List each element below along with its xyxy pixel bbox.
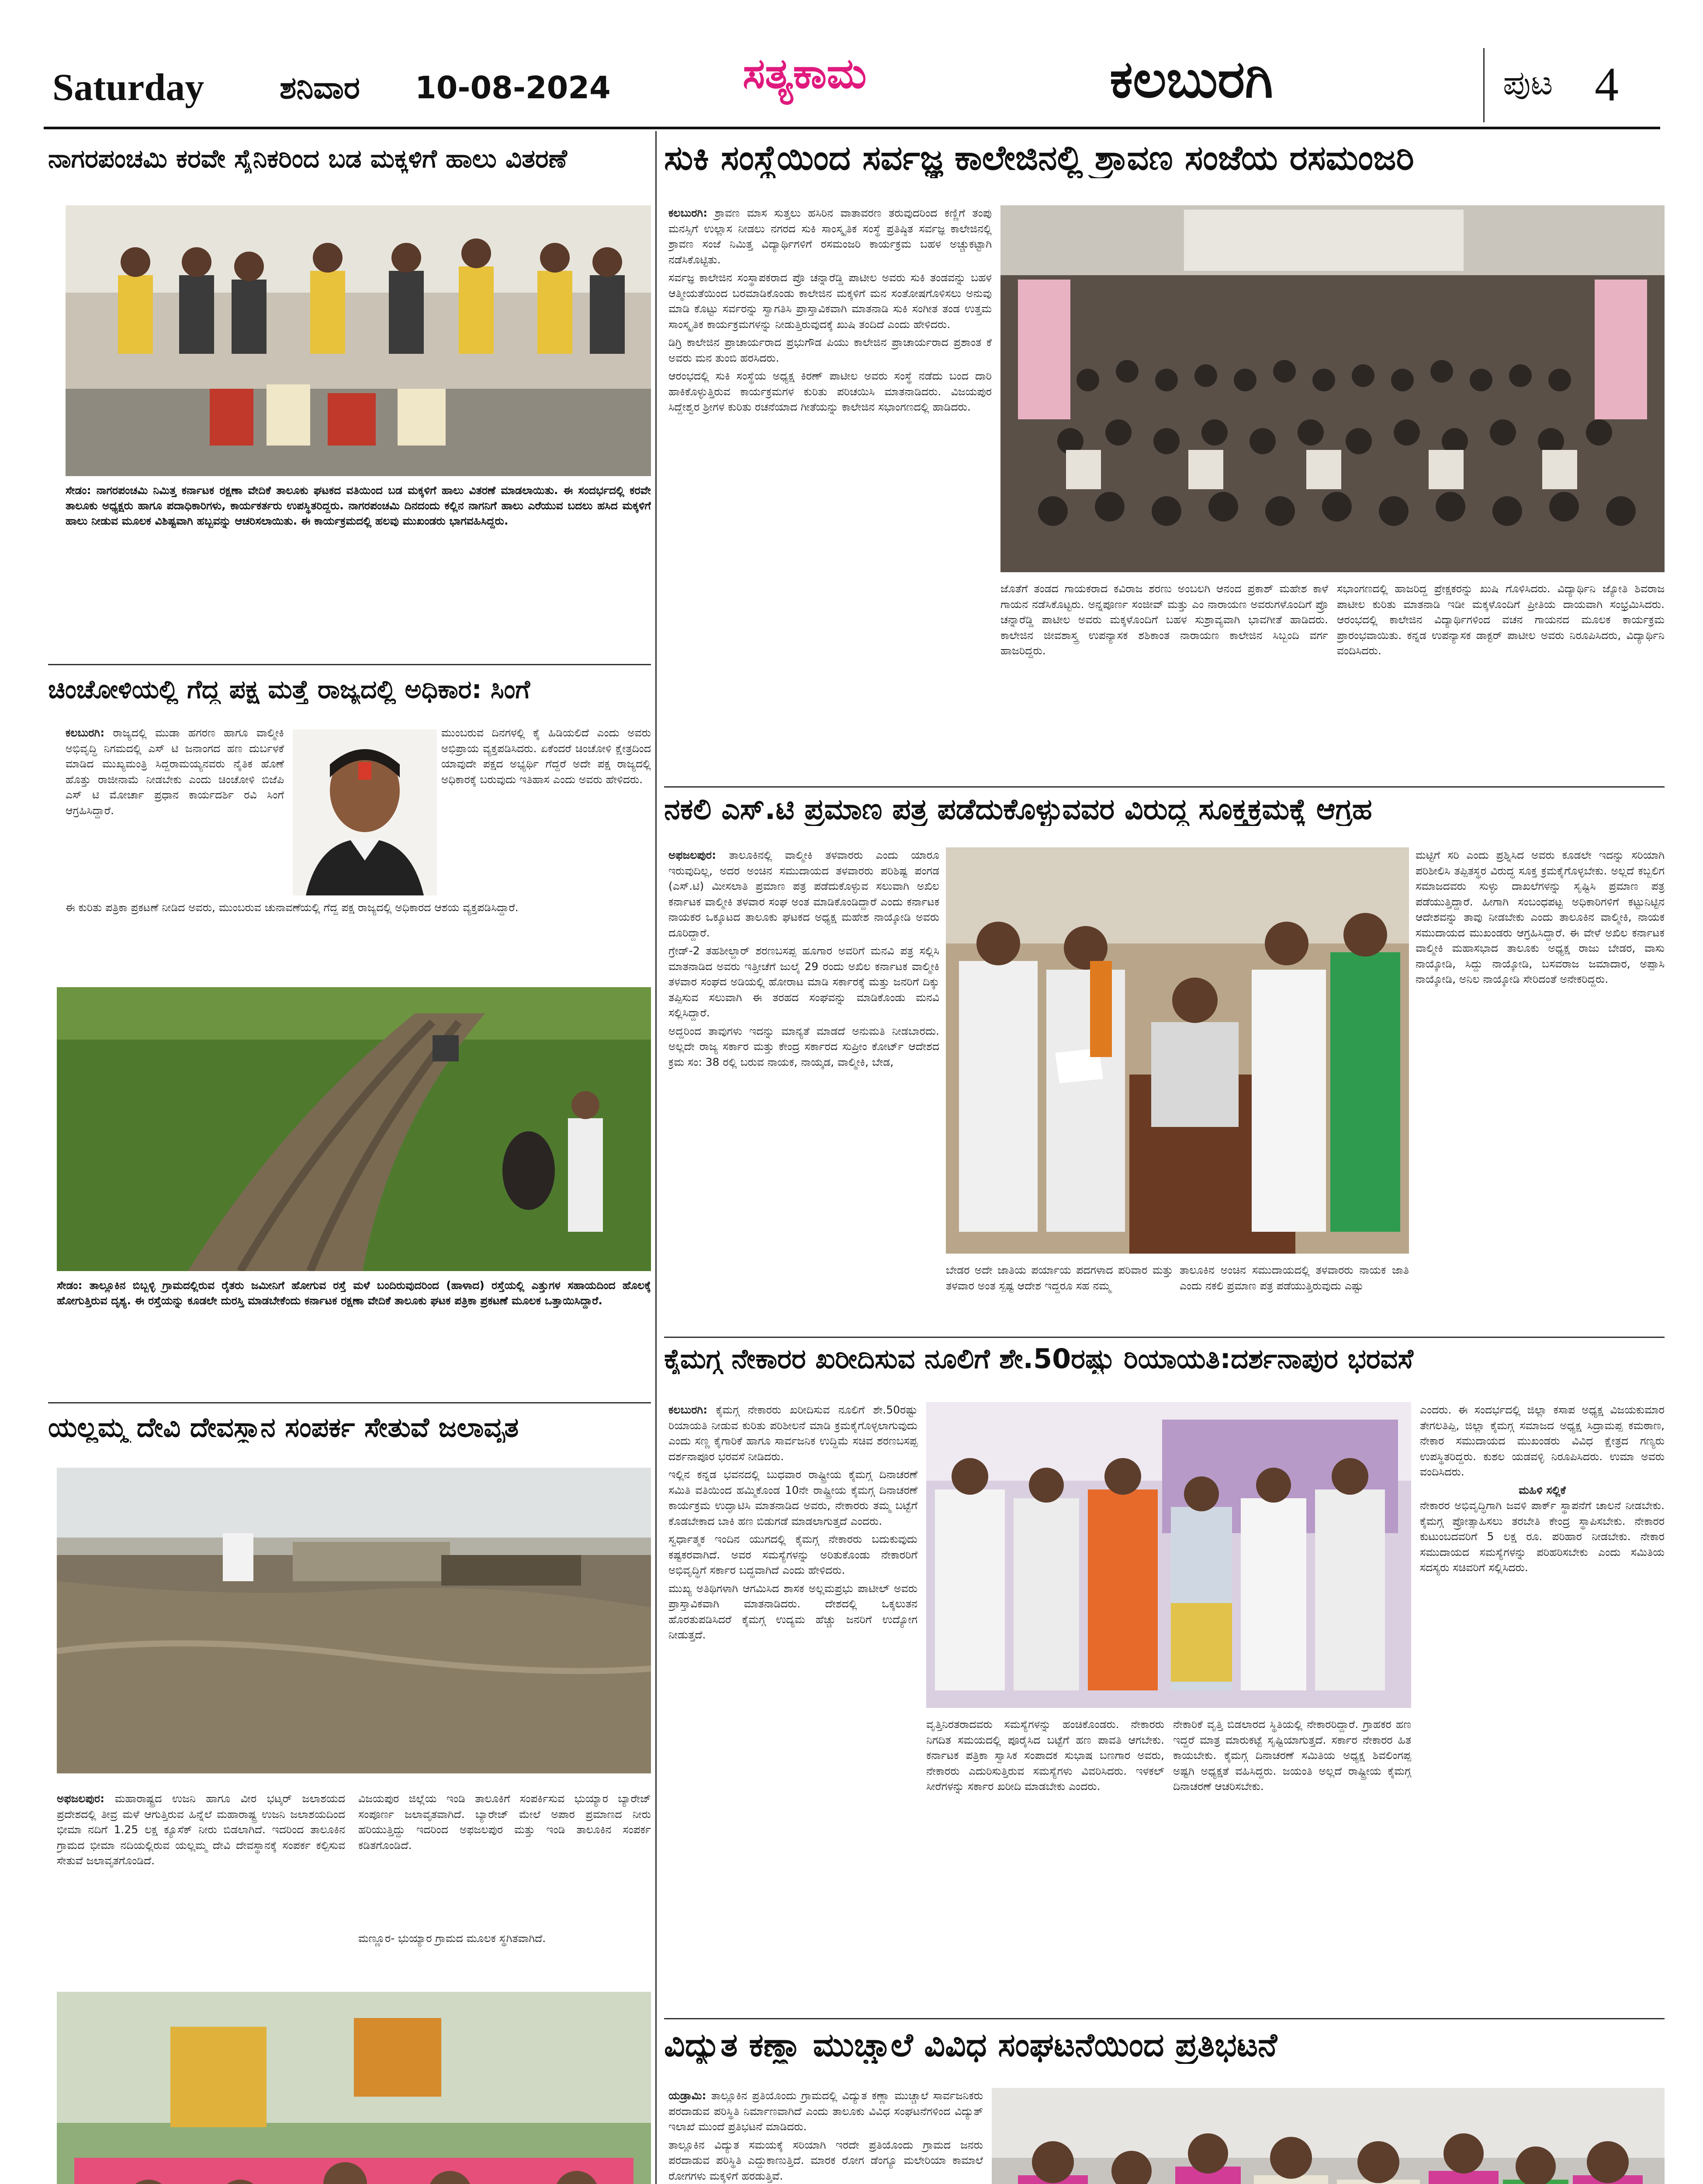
nakali-st-body-col2 [946, 1262, 1173, 1332]
nekara-text3: ಸ್ವರ್ಧಾತ್ಮಕ ಇಂದಿನ ಯುಗದಲ್ಲಿ ಕೈಮಗ್ಗ ನೇಕಾರರು ಬದುಕುವುದು ಕಷ್ಟಕರವಾಗಿದೆ. ಅವರ ಸಮಸ್ಯೆಗಳನ್ನು ಅರಿತುಕೊಂಡು ನೇಕಾರರಿಗೆ ಅಭಿವೃದ್ಧಿಗೆ ಸರ್ಕಾರ ಬದ್ಧವಾಗಿದೆ ಎಂದು ಹೇಳಿದರು. [668, 1533, 917, 1576]
separator-2 [48, 1402, 651, 1403]
chincholi-text3: ಈ ಕುರಿತು ಪತ್ರಿಕಾ ಪ್ರಕಟಣೆ ನೀಡಿದ ಅವರು, ಮುಂಬರುವ ಚುನಾವಣೆಯಲ್ಲಿ ಗೆದ್ದ ಪಕ್ಷ ರಾಜ್ಯದಲ್ಲಿ ಅಧಿಕಾರದ ಆಶಯ ವ್ಯಕ್ತಪಡಿಸಿದ್ದಾರೆ. [66, 901, 519, 914]
chincholi-text2: ಮುಂಬರುವ ದಿನಗಳಲ್ಲಿ ಕೈ ಹಿಡಿಯಲಿದೆ ಎಂದು ಅವರು ಅಭಿಪ್ರಾಯ ವ್ಯಕ್ತಪಡಿಸಿದರು. ಏಕೆಂದರೆ ಚಿಂಚೋಳಿ ಕ್ಷೇತ್ರದಿಂದ ಯಾವುದೇ ಪಕ್ಷದ ಅಭ್ಯರ್ಥಿ ಗೆದ್ದರೆ ಅದೇ ಪಕ್ಷ ರಾಜ್ಯದಲ್ಲಿ ಅಧಿಕಾರಕ್ಕೆ ಬರುವುದು ಇತಿಹಾಸ ಎಂದು ಅವರು ಹೇಳಿದರು. [441, 726, 651, 786]
yallamma-headline: ಯಲ್ಲಮ್ಮ ದೇವಿ ದೇವಸ್ಥಾನ ಸಂಪರ್ಕ ಸೇತುವೆ ಜಲಾವೃತ [48, 1412, 519, 1443]
chincholi-text1: ರಾಜ್ಯದಲ್ಲಿ ಮುಡಾ ಹಗರಣ ಹಾಗೂ ವಾಲ್ಮೀಕಿ ಅಭಿವೃದ್ಧಿ ನಿಗಮದಲ್ಲಿ ಎಸ್ ಟಿ ಜನಾಂಗದ ಹಣ ದುರ್ಬಳಕೆ ಮಾಡಿದ ಮುಖ್ಯಮಂತ್ರಿ ಸಿದ್ದರಾಮಯ್ಯನವರು ನೈತಿಕ ಹೊಣೆ ಹೊತ್ತು ರಾಜೀನಾಮೆ ನೀಡಬೇಕು ಎಂದು ಚಿಂಚೋಳಿ ಬಿಜೆಪಿ ಎಸ್ ಟಿ ಮೋರ್ಚಾ ಪ್ರಧಾನ ಕಾರ್ಯದರ್ಶಿ ರವಿ ಸಿಂಗೆ ಆಗ್ರಹಿಸಿದ್ದಾರೆ. [66, 726, 284, 817]
nakali-st-headline: ನಕಲಿ ಎಸ್.ಟಿ ಪ್ರಮಾಣ ಪತ್ರ ಪಡೆದುಕೊಳ್ಳುವವರ ವಿರುದ್ಧ ಸೂಕ್ತಕ್ರಮಕ್ಕೆ ಆಗ್ರಹ [664, 793, 1372, 826]
chincholi-lead: ಕಲಬುರಗಿ: [66, 726, 105, 739]
nakali-st-body-col3 [1180, 1262, 1409, 1332]
nekara-text2: ಇಲ್ಲಿನ ಕನ್ನಡ ಭವನದಲ್ಲಿ ಬುಧವಾರ ರಾಷ್ಟ್ರೀಯ ಕೈಮಗ್ಗ ದಿನಾಚರಣೆ ಸಮಿತಿ ವತಿಯಿಂದ ಹಮ್ಮಿಕೊಂಡ 10ನೇ ರಾಷ್ಟ್ರೀಯ ಕೈಮಗ್ಗ ದಿನಾಚರಣೆ ಕಾರ್ಯಕ್ರಮ ಉದ್ಘಾಟಿಸಿ ಮಾತನಾಡಿದ ಅವರು, ನೇಕಾರರು ತಮ್ಮ ಬಟ್ಟೆಗೆ ಕೊಡಬೇಕಾದ ಬಾಕಿ ಹಣ ಬಿಡುಗಡೆ ಮಾಡಲಾಗುತ್ತದೆ ಎಂದರು. [668, 1468, 917, 1527]
masthead-date: 10-08-2024 [415, 70, 611, 106]
protest-bottom-left-photo [57, 1992, 651, 2184]
nakali-st-text6: ಮಟ್ಟಿಗೆ ಸರಿ ಎಂದು ಪ್ರಶ್ನಿಸಿದ ಅವರು ಕೂಡಲೇ ಇದನ್ನು ಸರಿಯಾಗಿ ಪರಿಶೀಲಿಸಿ ತಪ್ಪಿತಸ್ಥರ ವಿರುದ್ಧ ಸೂಕ್ತ ಕ್ರಮಕೈಗೊಳ್ಳಬೇಕು. ಅಲ್ಲದೆ ಕಬ್ಬಲಿಗ ಸಮಾಜದವರು ಸುಳ್ಳು ದಾಖಲೆಗಳನ್ನು ಸೃಷ್ಟಿಸಿ ಪ್ರಮಾಣ ಪತ್ರ ಪಡೆಯುತ್ತಿದ್ದಾರೆ. ಹೀಗಾಗಿ ಸಂಬಂಧಪಟ್ಟ ಅಧಿಕಾರಿಗಳಿಗೆ ಕಟ್ಟುನಿಟ್ಟಿನ ಆದೇಶವನ್ನು ತಾವು ನೀಡಬೇಕು ಎಂದು ತಾಲೂಕಿನ ವಾಲ್ಮೀಕಿ, ನಾಯಕ ಸಮುದಾಯದ ಮುಖಂಡರು ಆಗ್ರಹಿಸಿದ್ದಾರೆ. ಈ ವೇಳೆ ಅಖಿಲ ಕರ್ನಾಟಕ ವಾಲ್ಮೀಕಿ ಮಹಾಸಭಾದ ತಾಲೂಕು ಅಧ್ಯಕ್ಷ ರಾಜು ಬೇಡರ, ವಾಸು ನಾಯ್ಕೋಡಿ, ಸಿದ್ದು ನಾಯ್ಕೋಡಿ, ಬಸವರಾಜ ಜಮಾದಾರ, ಅಪ್ಪಾಸಿ ನಾಯ್ಕೋಡಿ, ಅನಿಲ ನಾಯ್ಕೋಡಿ ಸೇರಿದಂತೆ ಅನೇಕರಿದ್ದರು. [1416, 849, 1665, 985]
masthead-page-number: 4 [1595, 58, 1619, 111]
nakali-st-lead: ಅಫಜಲಪುರ: [668, 849, 717, 861]
nekara-body-col1 [668, 1402, 917, 2014]
masthead-page-label: ಪುಟ [1503, 63, 1553, 103]
nekara-headline: ಕೈಮಗ್ಗ ನೇಕಾರರ ಖರೀದಿಸುವ ನೂಲಿಗೆ ಶೇ.50ರಷ್ಟು ರಿಯಾಯತಿ:ದರ್ಶನಾಪುರ ಭರವಸೆ [664, 1343, 1413, 1375]
nagarapanchami-caption-text: ನಾಗರಪಂಚಮಿ ನಿಮಿತ್ತ ಕರ್ನಾಟಕ ರಕ್ಷಣಾ ವೇದಿಕೆ ತಾಲೂಕು ಘಟಕದ ವತಿಯಿಂದ ಬಡ ಮಕ್ಕಳಿಗೆ ಹಾಲು ವಿತರಣೆ ಮಾಡಲಾಯಿತು. ಈ ಸಂದರ್ಭದಲ್ಲಿ ಕರವೇ ತಾಲೂಕು ಅಧ್ಯಕ್ಷರು ಹಾಗೂ ಪದಾಧಿಕಾರಿಗಳು, ಕಾರ್ಯಕರ್ತರು ಉಪಸ್ಥಿತರಿದ್ದರು. ನಾಗರಪಂಚಮಿ ದಿನದಂದು ಕಲ್ಲಿನ ನಾಗನಿಗೆ ಹಾಲು ಎರೆಯುವ ಬದಲು ಹಸಿದ ಮಕ್ಕಳಿಗೆ ಹಾಲು ನೀಡುವ ಮೂಲಕ ವಿಶಿಷ್ಟವಾಗಿ ಹಬ್ಬವನ್ನು ಆಚರಿಸಲಾಯಿತು. ಈ ಕಾರ್ಯಕ್ರಮದಲ್ಲಿ ಹಲವು ಮುಖಂಡರು ಭಾಗವಹಿಸಿದ್ದರು. [66, 484, 651, 527]
nakali-st-text1: ತಾಲೂಕಿನಲ್ಲಿ ವಾಲ್ಮೀಕಿ ತಳವಾರರು ಎಂದು ಯಾರೂ ಇರುವುದಿಲ್ಲ, ಅದರ ಅಂಚಿನ ಸಮುದಾಯದ ತಳವಾರರು ಪರಿಶಿಷ್ಟ ಪಂಗಡ (ಎಸ್.ಟಿ) ಮೀಸಲಾತಿ ಪ್ರಮಾಣ ಪತ್ರ ಪಡೆದುಕೊಳ್ಳುವ ಸಲುವಾಗಿ ಅಖಿಲ ಕರ್ನಾಟಕ ವಾಲ್ಮೀಕಿ ತಳವಾರ ಸಂಘ ಅಂತ ಮಾಡಿಕೊಂಡಿದ್ದಾರೆ ಎಂದು ಕರ್ನಾಟಕ ನಾಯಕರ ಒಕ್ಕೂಟದ ತಾಲೂಕು ಘಟಕದ ಅಧ್ಯಕ್ಷ ಮಹೇಶ ನಾಯ್ಕೋಡಿ ಅವರು ದೂರಿದ್ದಾರೆ. [668, 849, 939, 939]
chincholi-body-bottom [66, 900, 651, 978]
separator-5 [664, 2018, 1665, 2019]
nagarapanchami-caption [66, 483, 651, 679]
yallamma-body-col2 [358, 1791, 651, 1922]
field-road-caption [57, 1278, 651, 1391]
nakali-st-text3: ಅದ್ದರಿಂದ ತಾವುಗಳು ಇದನ್ನು ಮಾನ್ಯತೆ ಮಾಡದೆ ಅನುಮತಿ ನೀಡಬಾರದು. ಅಲ್ಲದೇ ರಾಜ್ಯ ಸರ್ಕಾರ ಮತ್ತು ಕೇಂದ್ರ ಸರ್ಕಾರದ ಸುಪ್ರೀಂ ಕೋರ್ಟ್ ಆದೇಶದ ಕ್ರಮ ಸಂ: 38 ರಲ್ಲಿ ಬರುವ ನಾಯಕ, ನಾಯ್ಕಡ, ವಾಲ್ಮೀಕಿ, ಬೇಡ, [668, 1024, 939, 1068]
nagarapanchami-caption-lead: ಸೇಡಂ: [66, 484, 91, 497]
suki-headline: ಸುಕಿ ಸಂಸ್ಥೆಯಿಂದ ಸರ್ವಜ್ಞ ಕಾಲೇಜಿನಲ್ಲಿ ಶ್ರಾವಣ ಸಂಜೆಯ ರಸಮಂಜರಿ [664, 139, 1414, 178]
chincholi-portrait [293, 729, 437, 895]
field-road-photo [57, 987, 651, 1271]
field-road-caption-lead: ಸೇಡಂ: [57, 1279, 83, 1292]
separator-3 [664, 786, 1665, 788]
suki-text6: ಸಭಾಂಗಣದಲ್ಲಿ ಹಾಜರಿದ್ದ ಪ್ರೇಕ್ಷಕರನ್ನು ಖುಷಿ ಗೊಳಿಸಿದರು. ವಿದ್ಯಾರ್ಥಿನಿ ಜ್ಯೋತಿ ಶಿವರಾಜ ಪಾಟೀಲ ಕುರಿತು ಮಾತನಾಡಿ ಇಡೀ ಮಕ್ಕಳೊಂದಿಗೆ ಪ್ರೀತಿಯ ದಾಯವಾಗಿ ಸಂಭ್ರಮಿಸಿದರು. ಆರಂಭದಲ್ಲಿ ಕಾಲೇಜಿನ ವಿದ್ಯಾರ್ಥಿಗಳಿಂದ ವಚನ ಗಾಯನದ ಮೂಲಕ ಕಾರ್ಯಕ್ರಮ ಪ್ರಾರಂಭವಾಯಿತು. ಕನ್ನಡ ಉಪನ್ಯಾಸಕ ಡಾಕ್ಟರ್ ಪಾಟೀಲ ಅವರು ನಿರೂಪಿಸಿದರು, ವಿದ್ಯಾರ್ಥಿನಿ ವಂದಿಸಿದರು. [1337, 582, 1665, 657]
separator-4 [664, 1337, 1665, 1338]
nakali-st-photo [946, 847, 1409, 1254]
nekara-body-col2 [926, 1717, 1164, 2014]
suki-photo [1000, 205, 1665, 572]
vidyut-text1: ತಾಲ್ಲೂಕಿನ ಪ್ರತಿಯೊಂದು ಗ್ರಾಮದಲ್ಲಿ ವಿದ್ಯುತ ಕಣ್ಣಾ ಮುಚ್ಚಾಲೆ ಸಾರ್ವಜನಿಕರು ಪರದಾಡುವ ಪರಿಸ್ಥಿತಿ ನಿರ್ಮಾಣವಾಗಿದೆ ಎಂದು ತಾಲೂಕು ವಿವಿಧ ಸಂಘಟನೆಗಳಿಂದ ವಿದ್ಯುತ್ ಇಲಾಖೆ ಮುಂದೆ ಪ್ರತಿಭಟನೆ ಮಾಡಿದರು. [668, 2089, 983, 2133]
suki-text3: ಡಿಗ್ರಿ ಕಾಲೇಜಿನ ಪ್ರಾಚಾರ್ಯರಾದ ಪ್ರಭುಗೌಡ ಪಿಯು ಕಾಲೇಜಿನ ಪ್ರಾಚಾರ್ಯರಾದ ಪ್ರಶಾಂತ ಕೆ ಅವರು ಮನ ತುಂಬಿ ಹರಸಿದರು. [668, 336, 992, 364]
nekara-body-col3 [1173, 1717, 1411, 2014]
vidyut-headline: ವಿದ್ಯುತ ಕಣ್ಣಾ ಮುಚ್ಚಾಲೆ ವಿವಿಧ ಸಂಘಟನೆಯಿಂದ ಪ್ರತಿಭಟನೆ [664, 2027, 1277, 2064]
suki-body-col3 [1337, 581, 1665, 782]
nagarapanchami-headline: ನಾಗರಪಂಚಮಿ ಕರವೇ ಸೈನಿಕರಿಂದ ಬಡ ಮಕ್ಕಳಿಗೆ ಹಾಲು ವಿತರಣೆ [48, 144, 567, 173]
chincholi-headline: ಚಿಂಚೋಳಿಯಲ್ಲಿ ಗೆದ್ದ ಪಕ್ಷ ಮತ್ತೆ ರಾಜ್ಯದಲ್ಲಿ ಅಧಿಕಾರ: ಸಿಂಗೆ [48, 675, 530, 704]
suki-body-col1 [668, 205, 992, 782]
nekara-body-col4 [1420, 1402, 1665, 2014]
nakali-st-text4: ಬೇಡರ ಅದೇ ಜಾತಿಯ ಪರ್ಯಾಯ ಪದಗಳಾದ ಪರಿವಾರ ಮತ್ತು ತಳವಾರ ಅಂತ ಸ್ಪಷ್ಟ ಆದೇಶ ಇದ್ದರೂ ಸಹ ನಮ್ಮ [946, 1264, 1173, 1292]
suki-body-col2 [1000, 581, 1328, 782]
nekara-text7: ಎಂದರು. ಈ ಸಂದರ್ಭದಲ್ಲಿ ಜಿಲ್ಲಾ ಕಸಾಪ ಅಧ್ಯಕ್ಷ ವಿಜಯಕುಮಾರ ತೇಗಲತಿಪ್ಪಿ, ಜಿಲ್ಲಾ ಕೈಮಗ್ಗ ಸಮಾಜದ ಅಧ್ಯಕ್ಷ ಸಿದ್ರಾಮಪ್ಪ ಕಮಠಾಣ, ನೇಕಾರ ಸಮುದಾಯದ ಮುಖಂಡರು ವಿವಿಧ ಕ್ಷೇತ್ರದ ಗಣ್ಯರು ಉಪಸ್ಥಿತರಿದ್ದರು. ಕುಶಲ ಯಡವಳ್ಳಿ ನಿರೂಪಿಸಿದರು. ಉಮಾ ಅವರು ವಂದಿಸಿದರು. [1420, 1403, 1665, 1478]
suki-text4: ಆರಂಭದಲ್ಲಿ ಸುಕಿ ಸಂಸ್ಥೆಯ ಅಧ್ಯಕ್ಷ ಕಿರಣ್ ಪಾಟೀಲ ಅವರು ಸಂಸ್ಥೆ ನಡೆದು ಬಂದ ದಾರಿ ಹಾಕಿಕೊಳ್ಳುತ್ತಿರುವ ಕಾರ್ಯಕ್ರಮಗಳ ಕುರಿತು ಪರಿಚಯಿಸಿ ಮಾತನಾಡಿದರು. ವಿಜಯಪುರ ಸಿದ್ದೇಶ್ವರ ಶ್ರೀಗಳ ಕುರಿತು ರಚನೆಯಾದ ಗೀತೆಯನ್ನು ಕಾಲೇಜಿನ ಸಭಾಂಗಣದಲ್ಲಿ ಹಾಡಿದರು. [668, 370, 992, 413]
nekara-text8: ನೇಕಾರರ ಅಭಿವೃದ್ಧಿಗಾಗಿ ಜವಳಿ ಪಾರ್ಕ್ ಸ್ಥಾಪನೆಗೆ ಚಾಲನೆ ನೀಡಬೇಕು. ಕೈಮಗ್ಗ ಪ್ರೋತ್ಸಾಹಿಸಲು ತರಬೇತಿ ಕೇಂದ್ರ ಸ್ಥಾಪಿಸಬೇಕು. ನೇಕಾರರ ಕುಟುಂಬದವರಿಗೆ 5 ಲಕ್ಷ ರೂ. ಪರಿಹಾರ ನೀಡಬೇಕು. ನೇಕಾರ ಸಮುದಾಯದ ಸಮಸ್ಯೆಗಳನ್ನು ಪರಿಹರಿಸಬೇಕು ಎಂದು ಸಮಿತಿಯ ಸದಸ್ಯರು ಸಚಿವರಿಗೆ ಸಲ್ಲಿಸಿದರು. [1420, 1499, 1665, 1574]
nekara-text4: ಮುಖ್ಯ ಅತಿಥಿಗಳಾಗಿ ಆಗಮಿಸಿದ ಶಾಸಕ ಅಲ್ಲಮಪ್ರಭು ಪಾಟೀಲ್ ಅವರು ಪ್ರಾಸ್ತಾವಿಕವಾಗಿ ಮಾತನಾಡಿದರು. ದೇಶದಲ್ಲಿ ಒಕ್ಕಲುತನ ಹೊರತುಪಡಿಸಿದರೆ ಕೈಮಗ್ಗ ಉದ್ಯಮ ಹೆಚ್ಚು ಜನರಿಗೆ ಉದ್ಯೋಗ ನೀಡುತ್ತದೆ. [668, 1582, 917, 1641]
nekara-photo [926, 1402, 1411, 1708]
nekara-text5: ವೃತ್ತಿನಿರತರಾದವರು ಸಮಸ್ಯೆಗಳನ್ನು ಹಂಚಿಕೊಂಡರು. ನೇಕಾರರು ನಿಗದಿತ ಸಮಯದಲ್ಲಿ ಪೂರೈಸಿದ ಬಟ್ಟೆಗೆ ಹಣ ಪಾವತಿ ಆಗಬೇಕು. ಕರ್ನಾಟಕ ಪತ್ರಿಕಾ ಸ್ವಾಸಿಕ ಸಂಪಾದಕ ಸುಭಾಷ ಬಣಗಾರ ಅವರು, ನೇಕಾರರು ಎದುರಿಸುತ್ತಿರುವ ಸಮಸ್ಯೆಗಳು ವಿವರಿಸಿದರು. ಇಳಕಲ್ ಸೀರೆಗಳನ್ನು ಸರ್ಕಾರ ಖರೀದಿ ಮಾಡಬೇಕು ಎಂದರು. [926, 1718, 1164, 1793]
column-divider [655, 131, 657, 2184]
masthead-divider [1483, 48, 1485, 122]
yallamma-photo [57, 1468, 651, 1773]
masthead-day-kn: ಶನಿವಾರ [280, 70, 360, 106]
yallamma-text1: ಮಹಾರಾಷ್ಟ್ರದ ಉಜನಿ ಹಾಗೂ ವೀರ ಭಟ್ಕರ್ ಜಲಾಶಯದ ಪ್ರದೇಶದಲ್ಲಿ ತೀವ್ರ ಮಳೆ ಆಗುತ್ತಿರುವ ಹಿನ್ನೆಲೆ ಮಹಾರಾಷ್ಟ್ರ ಉಜನಿ ಜಲಾಶಯದಿಂದ ಭೀಮಾ ನದಿಗೆ 1.25 ಲಕ್ಷ ಕ್ಯೂಸೆಕ್ ನೀರು ಬಿಡಲಾಗಿದೆ. ಇದರಿಂದ ತಾಲೂಕಿನ ಗ್ರಾಮದ ಭೀಮಾ ನದಿಯಲ್ಲಿರುವ ಯಲ್ಲಮ್ಮ ದೇವಿ ದೇವಸ್ಥಾನಕ್ಕೆ ಸಂಪರ್ಕ ಕಲ್ಪಿಸುವ ಸೇತುವೆ ಜಲಾವೃತಗೊಂಡಿದೆ. [57, 1792, 345, 1867]
nekara-text6: ನೇಕಾರಿಕೆ ವೃತ್ತಿ ಬಿಡಲಾರದ ಸ್ಥಿತಿಯಲ್ಲಿ ನೇಕಾರರಿದ್ದಾರೆ. ಗ್ರಾಹಕರ ಹಣ ಇದ್ದರೆ ಮಾತ್ರ ಮಾರುಕಟ್ಟೆ ಸೃಷ್ಟಿಯಾಗುತ್ತದೆ. ಸರ್ಕಾರ ನೇಕಾರರ ಹಿತ ಕಾಯಬೇಕು. ಕೈಮಗ್ಗ ದಿನಾಚರಣೆ ಸಮಿತಿಯ ಅಧ್ಯಕ್ಷ ಶಿವಲಿಂಗಪ್ಪ ಅಷ್ಟಗಿ ಅಧ್ಯಕ್ಷತೆ ವಹಿಸಿದ್ದರು. ಜಯಂತಿ ಅಲ್ಲದೆ ರಾಷ್ಟ್ರೀಯ ಕೈಮಗ್ಗ ದಿನಾಚರಣೆ ಆಚರಿಸಬೇಕು. [1173, 1718, 1411, 1793]
masthead-logo: ಸತ್ಯಕಾಮ [743, 49, 867, 98]
vidyut-body-col1 [668, 2088, 983, 2184]
masthead-rule [44, 127, 1660, 129]
nekara-text1: ಕೈಮಗ್ಗ ನೇಕಾರರು ಖರೀದಿಸುವ ನೂಲಿಗೆ ಶೇ.50ರಷ್ಟು ರಿಯಾಯತಿ ನೀಡುವ ಕುರಿತು ಪರಿಶೀಲನೆ ಮಾಡಿ ಕ್ರಮಕೈಗೊಳ್ಳಲಾಗುವುದು ಎಂದು ಸಣ್ಣ ಕೈಗಾರಿಕೆ ಹಾಗೂ ಸಾರ್ವಜನಿಕ ಉದ್ದಿಮೆ ಸಚಿವ ಶರಣಬಸಪ್ಪ ದರ್ಶನಾಪೂರ ಭರವಸೆ ನೀಡಿದರು. [668, 1403, 917, 1463]
nekara-lead: ಕಲಬುರಗಿ: [668, 1403, 708, 1416]
nakali-st-text5: ತಾಲೂಕಿನ ಅಂಚಿನ ಸಮುದಾಯದಲ್ಲಿ ತಳವಾರರು ನಾಯಕ ಜಾತಿ ಎಂದು ನಕಲಿ ಪ್ರಮಾಣ ಪತ್ರ ಪಡೆಯುತ್ತಿರುವುದು ಎಷ್ಟು [1180, 1264, 1409, 1292]
suki-lead: ಕಲಬುರಗಿ: [668, 207, 708, 219]
yallamma-body-col2-end [358, 1931, 651, 1966]
yallamma-text3: ಮಣ್ಣೂರ- ಭುಯ್ಯಾರ ಗ್ರಾಮದ ಮೂಲಕ ಸ್ಥಗಿತವಾಗಿದೆ. [358, 1932, 546, 1945]
nakali-st-body-col4 [1416, 847, 1665, 1332]
vidyut-text2: ತಾಲ್ಲೂಕಿನ ವಿದ್ಯುತ ಸಮಯಕ್ಕೆ ಸರಿಯಾಗಿ ಇರದೇ ಪ್ರತಿಯೊಂದು ಗ್ರಾಮದ ಜನರು ಪರದಾಡುವ ಪರಿಸ್ಥಿತಿ ಎದ್ದುಕಾಣುತ್ತಿದೆ. ಮಾರಕ ರೋಗ ಡೆಂಗ್ಯೂ ಮಲೇರಿಯಾ ಕಾಮಾಲೆ ರೋಗಗಳು ಮಕ್ಕಳಿಗೆ ಹರಡುತ್ತಿವೆ. [668, 2138, 983, 2182]
separator-1 [48, 664, 651, 665]
yallamma-body-col1 [57, 1791, 345, 1974]
vidyut-photo [992, 2088, 1665, 2184]
suki-text1: ಶ್ರಾವಣ ಮಾಸ ಸುತ್ತಲು ಹಸಿರಿನ ವಾತಾವರಣ ತರುವುದರಿಂದ ಕಣ್ಣಿಗೆ ತಂಪು ಮನಸ್ಸಿಗೆ ಉಲ್ಲಾಸ ನೀಡಲು ನಗರದ ಸುಕಿ ಸಾಂಸ್ಕೃತಿಕ ಸಂಸ್ಥೆ ಪ್ರತಿಷ್ಠಿತ ಸರ್ವಜ್ಞ ಕಾಲೇಜಿನಲ್ಲಿ ಶ್ರಾವಣ ಸಂಜೆ ನಿಮಿತ್ತ ವಿದ್ಯಾರ್ಥಿಗಳಿಗೆ ರಸಮಂಜರಿ ಕಾರ್ಯಕ್ರಮ ಬಹಳ ಅಚ್ಚುಕಟ್ಟಾಗಿ ನಡೆಸಿಕೊಟ್ಟಿತು. [668, 207, 992, 266]
yallamma-lead: ಅಫಜಲಪುರ: [57, 1792, 105, 1805]
nagarapanchami-photo [66, 205, 651, 476]
suki-text2: ಸರ್ವಜ್ಞ ಕಾಲೇಜಿನ ಸಂಸ್ಥಾಪಕರಾದ ಪ್ರೊ ಚನ್ನಾರೆಡ್ಡಿ ಪಾಟೀಲ ಅವರು ಸುಕಿ ತಂಡವನ್ನು ಬಹಳ ಆತ್ಮೀಯತೆಯಿಂದ ಬರಮಾಡಿಕೊಂಡು ಕಾಲೇಜಿನ ಮಕ್ಕಳಿಗೆ ಮನ ಸಂತೋಷಗೊಳಿಸಲು ಅನುವು ಮಾಡಿ ಕೊಟ್ಟು ಸರ್ವರನ್ನು ಸ್ವಾಗತಿಸಿ ಪ್ರಾಸ್ತಾವಿಕವಾಗಿ ಮಾತನಾಡಿ ಸುಕಿ ಸಂಗೀತ ತಂಡ ಉತ್ತಮ ಸಾಂಸ್ಕೃತಿಕ ಕಾರ್ಯಕ್ರಮಗಳನ್ನು ನೀಡುತ್ತಿರುವುದಕ್ಕೆ ಖುಷಿ ತಂದಿದೆ ಎಂದು ಹೇಳಿದರು. [668, 271, 992, 331]
nekara-sub-heading: ಮಹಿಳಿ ಸಲ್ಲಿಕೆ [1519, 1483, 1566, 1496]
nakali-st-body-col1 [668, 847, 939, 1328]
suki-text5: ಜೊತೆಗೆ ತಂಡದ ಗಾಯಕರಾದ ಕವಿರಾಜ ಶರಣು ಅಂಬಲಗಿ ಆನಂದ ಪ್ರಕಾಶ್ ಮಹೇಶ ಕಾಳೆ ಗಾಯನ ನಡೆಸಿಕೊಟ್ಟರು. ಅನ್ನಪೂರ್ಣ ಸಂಜೀವ್ ಮತ್ತು ಎಂ ನಾರಾಯಣ ಅವರುಗಳೊಂದಿಗೆ ಪ್ರೊ ಚನ್ನಾರೆಡ್ಡಿ ಪಾಟೀಲ ಅವರು ಮಕ್ಕಳೊಂದಿಗೆ ಬಹಳ ಸುಶ್ರಾವ್ಯವಾಗಿ ಭಾವಗೀತೆ ಹಾಡಿದರು. ಕಾಲೇಜಿನ ಜೀವಶಾಸ್ತ್ರ ಉಪನ್ಯಾಸಕ ಶಶಿಕಾಂತ ನಾರಾಯಣ ಕಾಲೇಜಿನ ಸಿಬ್ಬಂದಿ ವರ್ಗ ಹಾಜರಿದ್ದರು. [1000, 582, 1328, 657]
masthead-day-en: Saturday [52, 66, 204, 109]
field-road-caption-text: ತಾಲ್ಲೂಕಿನ ಬಿಬ್ಬಳ್ಳಿ ಗ್ರಾಮದಲ್ಲಿರುವ ರೈತರು ಜಮೀನಿಗೆ ಹೋಗುವ ರಸ್ತೆ ಮಳೆ ಬಂದಿರುವುದರಿಂದ (ಹಾಳಾದ) ರಸ್ತೆಯಲ್ಲಿ ಎತ್ತುಗಳ ಸಹಾಯದಿಂದ ಹೊಲಕ್ಕೆ ಹೋಗುತ್ತಿರುವ ದೃಶ್ಯ. ಈ ರಸ್ತೆಯನ್ನು ಕೂಡಲೇ ದುರಸ್ತಿ ಮಾಡಬೇಕೆಂದು ಕರ್ನಾಟಕ ರಕ್ಷಣಾ ವೇದಿಕೆ ತಾಲೂಕು ಘಟಕ ಪತ್ರಿಕಾ ಪ್ರಕಟಣೆ ಮೂಲಕ ಒತ್ತಾಯಿಸಿದ್ದಾರೆ. [57, 1279, 651, 1307]
vidyut-lead: ಯಡ್ರಾಮಿ: [668, 2089, 706, 2102]
masthead-city: ಕಲಬುರಗಿ [1110, 49, 1273, 109]
nakali-st-text2: ಗ್ರೇಡ್-2 ತಹಶೀಲ್ದಾರ್ ಶರಣಬಸಪ್ಪ ಹೂಗಾರ ಅವರಿಗೆ ಮನವಿ ಪತ್ರ ಸಲ್ಲಿಸಿ ಮಾತನಾಡಿದ ಅವರು ಇತ್ತೀಚೆಗೆ ಜುಲೈ 29 ರಂದು ಅಖಿಲ ಕರ್ನಾಟಕ ವಾಲ್ಮೀಕಿ ತಳವಾರ ಸಂಘದ ಅಡಿಯಲ್ಲಿ ಹೋರಾಟ ಮಾಡಿ ಸರ್ಕಾರಕ್ಕೆ ಮತ್ತು ಜನರಿಗೆ ದಿಕ್ಕು ತಪ್ಪಿಸುವ ಸಲುವಾಗಿ ಈ ತರಹದ ಸಂಘವನ್ನು ಮಾಡಿಕೊಂಡು ಮನವಿ ಸಲ್ಲಿಸಿದ್ದಾರೆ. [668, 944, 939, 1019]
yallamma-text2: ವಿಜಯಪುರ ಜಿಲ್ಲೆಯ ಇಂಡಿ ತಾಲೂಕಿಗೆ ಸಂಪರ್ಕಿಸುವ ಭುಯ್ಯಾರ ಬ್ಯಾರೇಜ್ ಸಂಪೂರ್ಣ ಜಲಾವೃತವಾಗಿದೆ. ಬ್ಯಾರೇಜ್ ಮೇಲೆ ಅಪಾರ ಪ್ರಮಾಣದ ನೀರು ಹರಿಯುತ್ತಿದ್ದು ಇದರಿಂದ ಅಫಜಲಪುರ ಮತ್ತು ಇಂಡಿ ತಾಲೂಕಿನ ಸಂಪರ್ಕ ಕಡಿತಗೊಂಡಿದೆ. [358, 1792, 651, 1852]
